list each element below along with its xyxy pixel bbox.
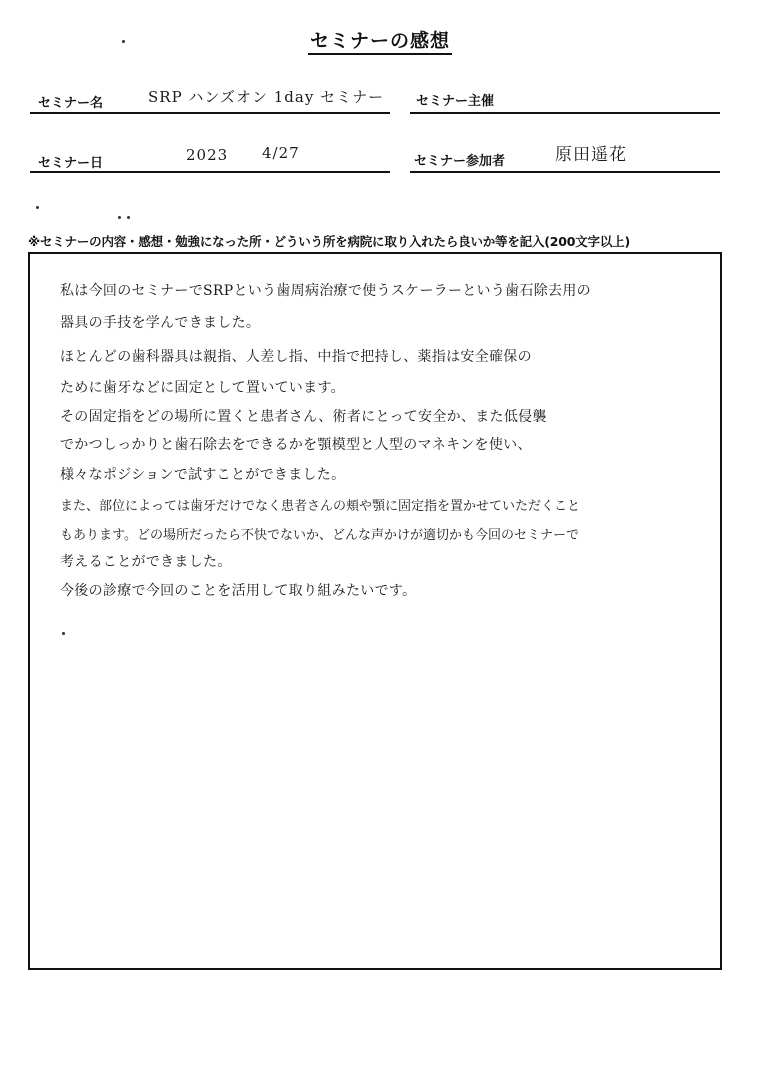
body-line: ほとんどの歯科器具は親指、人差し指、中指で把持し、薬指は安全確保の bbox=[60, 349, 532, 365]
body-line: 私は今回のセミナーでSRPという歯周病治療で使うスケーラーという歯石除去用の bbox=[60, 283, 591, 299]
body-line: 今後の診療で今回のことを活用して取り組みたいです。 bbox=[60, 583, 417, 599]
body-line: でかつしっかりと歯石除去をできるかを顎模型と人型のマネキンを使い、 bbox=[60, 437, 532, 453]
body-line: その固定指をどの場所に置くと患者さん、術者にとって安全か、また低侵襲 bbox=[60, 409, 547, 425]
seminar-name-underline bbox=[30, 112, 390, 114]
instruction-text: ※セミナーの内容・感想・勉強になった所・どういう所を病院に取り入れたら良いか等を記入(200文字以上) bbox=[28, 234, 630, 249]
scan-speck bbox=[122, 40, 125, 43]
scan-speck bbox=[118, 216, 121, 219]
participant-underline bbox=[410, 171, 720, 173]
body-line: 器具の手技を学んできました。 bbox=[60, 315, 261, 331]
scan-speck bbox=[127, 216, 130, 219]
scan-speck bbox=[36, 206, 39, 209]
date-underline bbox=[30, 171, 390, 173]
seminar-name-value: SRP ハンズオン 1day セミナー bbox=[148, 88, 385, 106]
seminar-name-label: セミナー名 bbox=[38, 96, 104, 111]
host-underline bbox=[410, 112, 720, 114]
body-line: ために歯牙などに固定として置いています。 bbox=[60, 380, 345, 396]
host-label: セミナー主催 bbox=[416, 94, 495, 109]
seminar-date-year: 2023 bbox=[186, 146, 229, 164]
page-title: セミナーの感想 bbox=[0, 26, 760, 53]
body-line: もあります。どの場所だったら不快でないか、どんな声かけが適切かも今回のセミナーで bbox=[60, 528, 579, 543]
participant-value: 原田遥花 bbox=[555, 145, 627, 165]
participant-label: セミナー参加者 bbox=[414, 154, 506, 169]
body-line: また、部位によっては歯牙だけでなく患者さんの頬や顎に固定指を置かせていただくこと bbox=[60, 499, 581, 514]
scan-speck bbox=[62, 632, 65, 635]
body-line: 様々なポジションで試すことができました。 bbox=[60, 467, 346, 483]
seminar-date-monthday: 4/27 bbox=[262, 144, 300, 162]
body-line: 考えることができました。 bbox=[60, 554, 232, 570]
seminar-date-label: セミナー日 bbox=[38, 156, 104, 171]
